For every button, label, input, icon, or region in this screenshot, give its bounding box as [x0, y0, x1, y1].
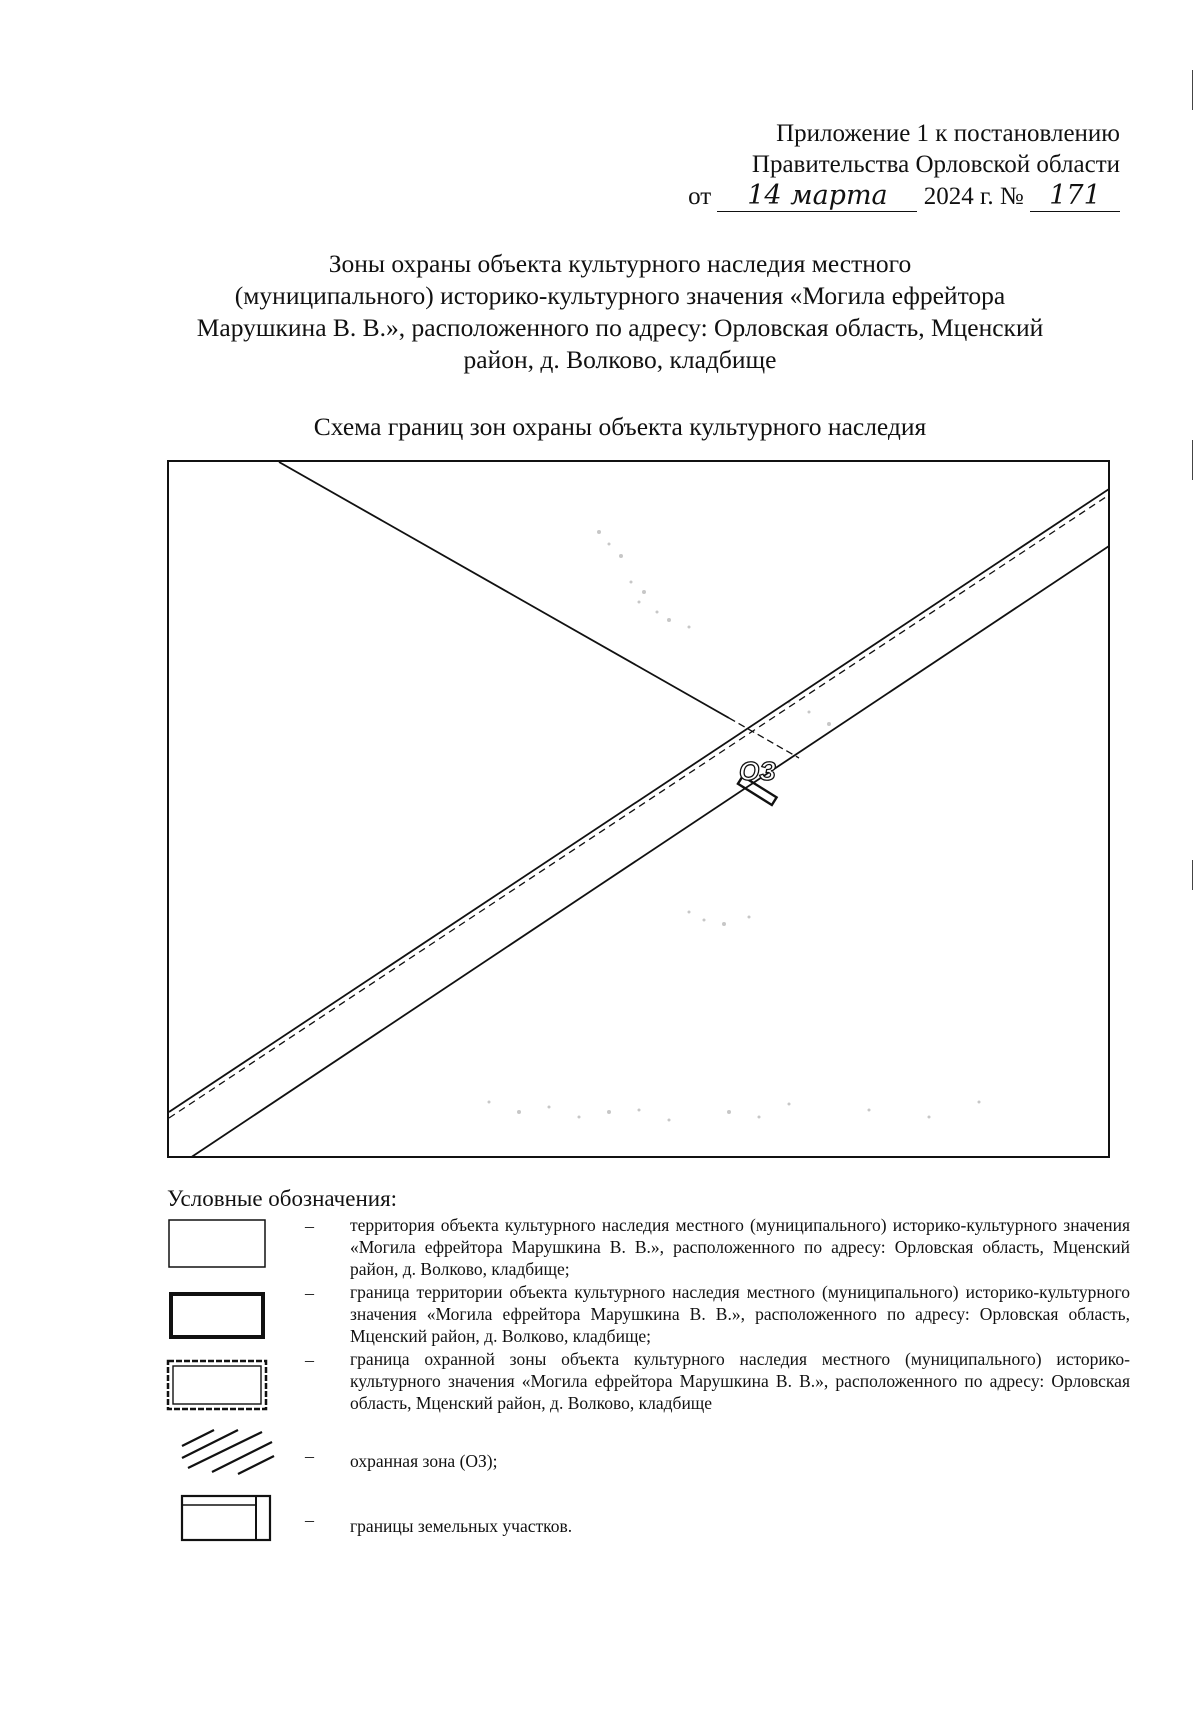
- territory-fill-box-icon: [168, 1218, 268, 1270]
- scan-edge-mark: [1192, 440, 1193, 480]
- legend-dash: –: [305, 1216, 314, 1236]
- legend-title: Условные обозначения:: [167, 1186, 398, 1211]
- handwritten-date: 14 марта: [717, 180, 917, 212]
- legend-item-text: территория объекта культурного наследия местного (муниципального) историко-культурного значения «Могила ефрейтора Марушкина В. В.», расположенного по адресу: Орловская область, Мценский район, д. Волково, кладбище;: [350, 1215, 1130, 1279]
- document-title: [150, 248, 1090, 376]
- boundary-map: [167, 460, 1110, 1158]
- title-line: (муниципального) историко-культурного значения «Могила ефрейтора: [234, 281, 1006, 310]
- road-edge-line: [169, 487, 1110, 1112]
- legend-item-text: границы земельных участков.: [350, 1516, 573, 1536]
- title-line: район, д. Волково, кладбище: [463, 345, 777, 374]
- legend-item-text: охранная зона (ОЗ);: [350, 1451, 498, 1471]
- header-prefix: от: [688, 183, 712, 210]
- land-parcel-box-icon: [180, 1494, 276, 1544]
- title-line: Марушкина В. В.», расположенного по адресу: Орловская область, Мценский: [196, 313, 1044, 342]
- legend-item-text: граница территории объекта культурного наследия местного (муниципального) историко-культурного значения «Могила ефрейтора Марушкина В. В.», расположенного по адресу: Орловская область, Мценский район, д. Волково, кладбище;: [350, 1282, 1130, 1346]
- zone-label-oz: ОЗ: [739, 756, 776, 786]
- map-drawing: [169, 462, 1110, 1158]
- scan-edge-mark: [1192, 70, 1193, 110]
- territory-boundary-box-icon: [168, 1290, 268, 1342]
- handwritten-number: 171: [1030, 180, 1120, 212]
- map-boundary-lines: [169, 462, 1110, 1158]
- title-line: Зоны охраны объекта культурного наследия местного: [328, 249, 912, 278]
- header-line-1: Приложение 1 к постановлению: [776, 120, 1120, 147]
- protection-zone-line: [169, 493, 1110, 1118]
- header-year: 2024 г. №: [923, 183, 1024, 210]
- header-line-2: Правительства Орловской области: [751, 151, 1120, 178]
- header-date-line: [600, 180, 1120, 212]
- map-speckle: [488, 530, 981, 1122]
- legend-item-text: граница охранной зоны объекта культурного наследия местного (муниципального) историко-культурного значения «Могила ефрейтора Марушкина В. В.», расположенного по адресу: Орловская область, Мценский район, д. Волково, кладбище: [350, 1349, 1130, 1413]
- legend-dash: –: [305, 1350, 314, 1370]
- protection-zone-boundary-box-icon: [166, 1359, 270, 1413]
- legend-dash: –: [305, 1446, 314, 1466]
- road-edge-line: [187, 544, 1110, 1158]
- hatch-icon: [180, 1428, 280, 1478]
- appendix-header: [600, 118, 1120, 212]
- legend-dash: –: [305, 1510, 314, 1530]
- scan-edge-mark: [1192, 860, 1193, 890]
- legend-dash: –: [305, 1283, 314, 1303]
- parcel-boundary-line: [279, 462, 729, 718]
- scheme-subtitle: Схема границ зон охраны объекта культурного наследия: [313, 412, 927, 441]
